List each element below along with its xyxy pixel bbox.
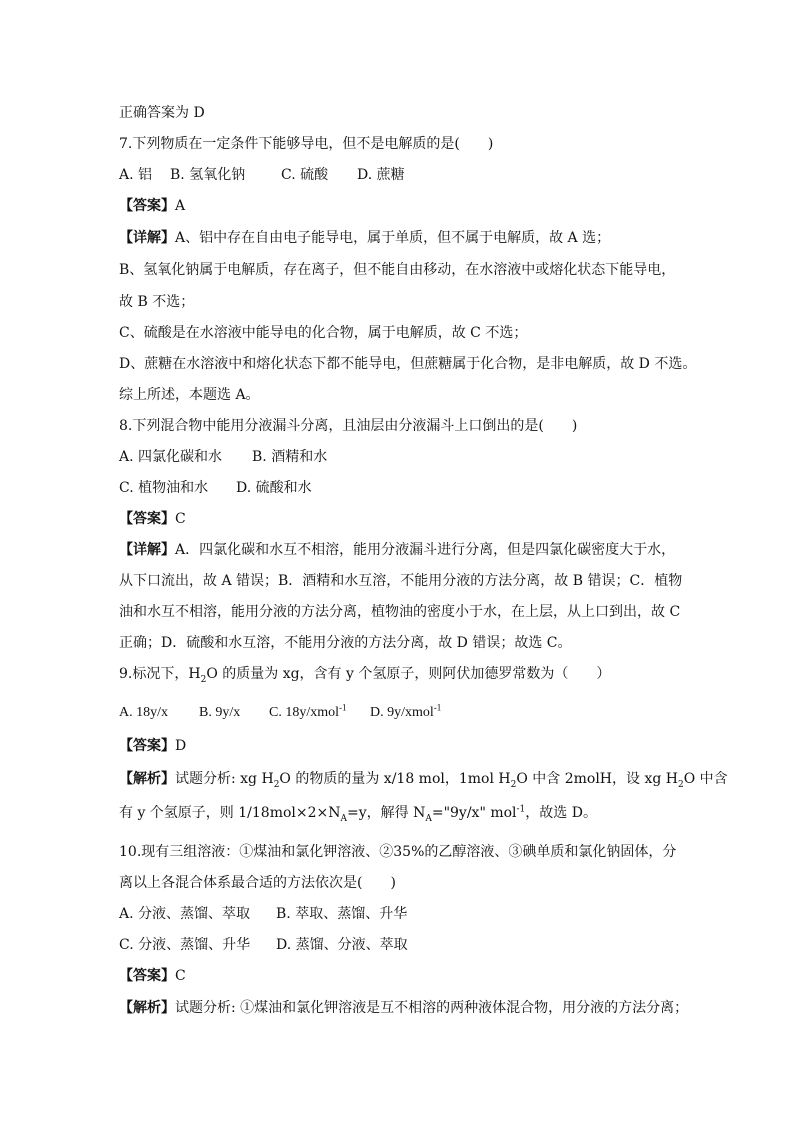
- question-7-stem: 7.下列物质在一定条件下能够导电，但不是电解质的是( ): [119, 136, 494, 152]
- question-7-answer: [119, 196, 185, 216]
- question-8-detail-1: [119, 540, 675, 560]
- question-9-stem: [119, 664, 610, 684]
- q10-option-d: D. 蒸馏、分液、萃取: [276, 937, 408, 953]
- q9-option-b: B. 9y/x: [199, 705, 241, 720]
- question-8-options-row-2: [119, 478, 312, 498]
- q9-option-d: D. 9y/xmol$^{-1}$: [370, 702, 442, 720]
- detail-tag: 【详解】: [119, 230, 175, 246]
- question-9-options: [119, 703, 441, 723]
- analysis-tag: 【解析】: [119, 1000, 175, 1016]
- q9-option-a: A. 18y/x: [119, 705, 168, 720]
- answer-value: C: [175, 511, 186, 527]
- question-9-analysis-1: 【解析】试题分析: xg $H_2O$ 的物质的量为 x/18 mol，1mol $H_2O$ 中含 2molH，设 xg $H_2O$ 中含: [119, 771, 728, 790]
- q7-option-c: C. 硫酸: [281, 167, 329, 183]
- q9-option-c: C. 18y/xmol$^{-1}$: [269, 702, 347, 720]
- detail-tag: 【详解】: [119, 542, 175, 558]
- detail-text: A．四氯化碳和水互不相溶，能用分液漏斗进行分离，但是四氯化碳密度大于水，: [175, 542, 676, 558]
- question-10-options-row-2: [119, 935, 408, 955]
- answer-value: C: [175, 968, 186, 984]
- analysis-text: 试题分析: ①煤油和氯化钾溶液是互不相溶的两种液体混合物，用分液的方法分离；: [175, 1000, 689, 1016]
- q7-option-b: B. 氢氧化钠: [170, 167, 246, 183]
- q8-option-d: D. 硫酸和水: [236, 480, 312, 496]
- q7-option-d: D. 蔗糖: [357, 167, 405, 183]
- question-10-stem-1: 10.现有三组溶液：①煤油和氯化钾溶液、②35%的乙醇溶液、③碘单质和氯化钠固体，分: [119, 844, 677, 860]
- q9-stem-part: O 的质量为 xg，含有 y 个氢原子，则阿伏加德罗常数为（ ）: [206, 666, 611, 682]
- question-7-detail-4: C、硫酸是在水溶液中能导电的化合物，属于电解质，故 C 不选；: [119, 325, 528, 341]
- question-10-options-row-1: [119, 904, 407, 924]
- detail-text: A、铝中存在自由电子能导电，属于单质，但不属于电解质，故 A 选；: [175, 230, 611, 246]
- answer-tag: 【答案】: [119, 738, 175, 754]
- question-8-detail-3: 油和水互不相溶，能用分液的方法分离，植物油的密度小于水，在上层，从上口到出，故 C: [119, 604, 681, 620]
- question-7-detail-6: 综上所述，本题选 A。: [119, 387, 260, 403]
- question-10-analysis-1: [119, 998, 688, 1018]
- question-10-stem-2: 离以上各混合体系最合适的方法依次是( ): [119, 875, 396, 891]
- question-8-stem: 8.下列混合物中能用分液漏斗分离，且油层由分液漏斗上口倒出的是( ): [119, 418, 578, 434]
- question-8-detail-4: 正确；D．硫酸和水互溶，不能用分液的方法分离，故 D 错误；故选 C。: [119, 635, 572, 651]
- answer-tag: 【答案】: [119, 968, 175, 984]
- question-7-options: [119, 165, 405, 185]
- question-7-detail-1: [119, 228, 610, 248]
- q10-option-a: A. 分液、蒸馏、萃取: [119, 906, 251, 922]
- q8-option-c: C. 植物油和水: [119, 480, 209, 496]
- question-7-detail-3: 故 B 不选；: [119, 294, 195, 310]
- answer-value: A: [175, 198, 186, 214]
- question-9-answer: [119, 736, 186, 756]
- q10-option-b: B. 萃取、蒸馏、升华: [276, 906, 408, 922]
- q8-option-b: B. 酒精和水: [252, 449, 328, 465]
- q7-option-a: A. 铝: [119, 167, 153, 183]
- q10-option-c: C. 分液、蒸馏、升华: [119, 937, 251, 953]
- question-8-options-row-1: [119, 447, 327, 467]
- question-9-analysis-2: 有 y 个氢原子，则 $1/18mol\times 2\times N_A=y$，解得 $N_A="9y/x$" mol$^{-1}$，故选 D。: [119, 804, 597, 824]
- answer-value: D: [175, 738, 187, 754]
- q9-subscript: 2: [200, 674, 207, 685]
- analysis-tag: 【解析】: [119, 771, 175, 787]
- answer-tag: 【答案】: [119, 198, 175, 214]
- question-7-detail-5: D、蔗糖在水溶液中和熔化状态下都不能导电，但蔗糖属于化合物，是非电解质，故 D 不选。: [119, 356, 697, 372]
- q9-stem-part: 9.标况下，H: [119, 666, 201, 682]
- question-7-detail-2: B、氢氧化钠属于电解质，存在离子，但不能自由移动，在水溶液中或熔化状态下能导电，: [119, 262, 676, 278]
- question-8-detail-2: 从下口流出，故 A 错误；B．酒精和水互溶，不能用分液的方法分离，故 B 错误；C．植物: [119, 573, 683, 589]
- q8-option-a: A. 四氯化碳和水: [119, 449, 223, 465]
- answer-tag: 【答案】: [119, 511, 175, 527]
- question-10-answer: [119, 966, 186, 986]
- previous-answer-line: 正确答案为 D: [119, 105, 205, 121]
- question-8-answer: [119, 509, 186, 529]
